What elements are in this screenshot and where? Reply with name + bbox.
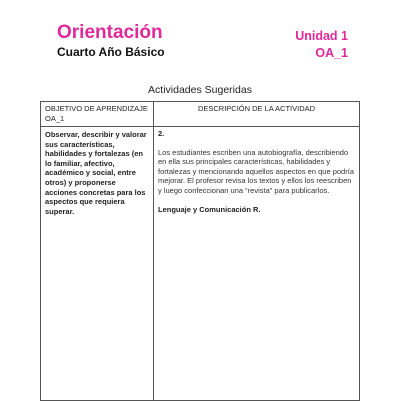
activity-subject: Lenguaje y Comunicación R. — [158, 204, 261, 214]
unit-label: Unidad 1 — [295, 29, 348, 43]
description-column-header: DESCRIPCIÓN DE LA ACTIVIDAD — [154, 102, 360, 127]
objective-column-header: OBJETIVO DE APRENDIZAJE OA_1 — [41, 102, 154, 127]
section-title: Actividades Sugeridas — [148, 84, 252, 96]
activity-description: Los estudiantes escriben una autobiografía, describiendo en ella sus principales características, habilidades y fortalezas y mencionando aquellos aspectos en que podría mejorar. El profesor revisa los textos y ellos los reescriben y luego confeccionan una “revista” para publicarlos. — [158, 147, 354, 195]
table-row — [41, 127, 360, 401]
objective-code: OA_1 — [315, 46, 348, 60]
objective-cell: Observar, describir y valorar sus características, habilidades y fortalezas (en lo familiar, afectivo, académico y social, entre otros) y proponerse acciones concretas para los aspectos que requiera superar. — [41, 127, 154, 401]
activity-number: 2. — [158, 129, 165, 138]
activities-table — [40, 101, 360, 401]
description-cell — [154, 127, 360, 401]
table-header-row — [41, 102, 360, 127]
page-title: Orientación — [57, 22, 163, 43]
course-level: Cuarto Año Básico — [57, 45, 165, 59]
